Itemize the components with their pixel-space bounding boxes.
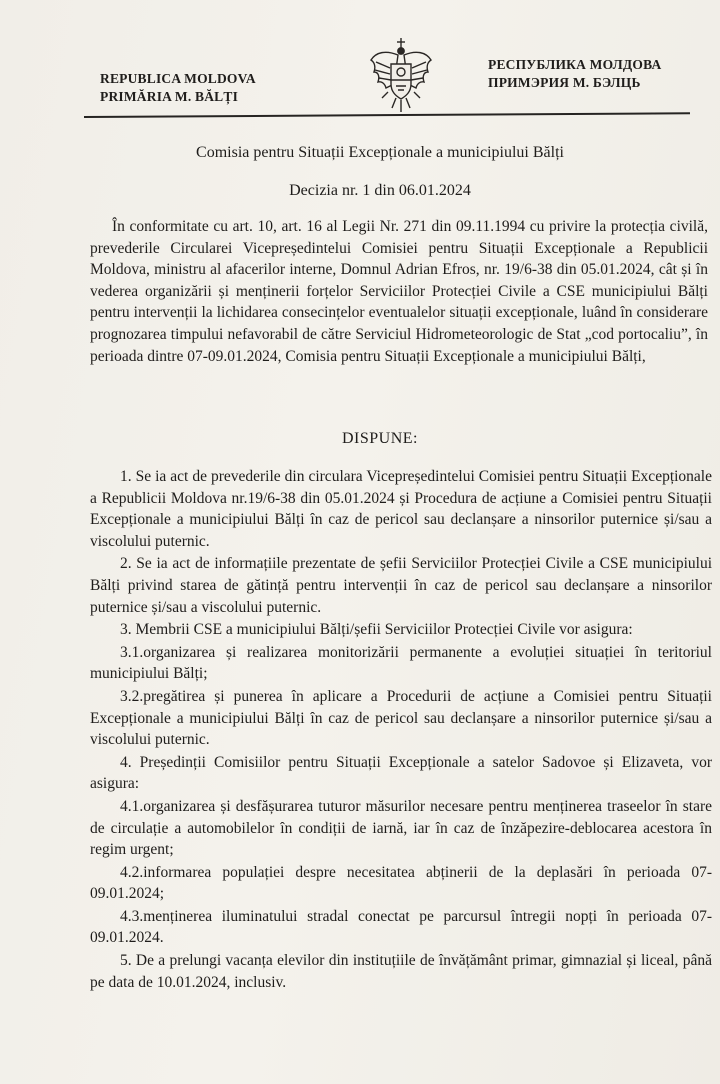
dispune-heading: DISPUNE:: [341, 430, 418, 447]
commission-title: Comisia pentru Situații Excepționale a municipiului Bălți: [196, 144, 564, 161]
decision-subitem: 4.1.organizarea și desfășurarea tuturor măsurilor necesare pentru menținerea traseelor în stare de circulație a automobilelor în condiții de iarnă, iar în caz de înzăpezire-deblocarea acestora în regim urgent;: [90, 797, 712, 859]
header-right-country: РЕСПУБЛИКА МОЛДОВА: [488, 57, 662, 72]
header-right-institution: ПРИМЭРИЯ М. БЭЛЦЬ: [488, 75, 641, 90]
header-left-country: REPUBLICA MOLDOVA: [100, 71, 256, 86]
header-right: [488, 56, 688, 92]
header-left: [100, 70, 280, 106]
decision-item: 4. Președinții Comisiilor pentru Situații Excepționale a satelor Sadovoe și Elizaveta, vor asigura:: [90, 753, 712, 793]
decision-subitem: 3.2.pregătirea și punerea în aplicare a Procedurii de acțiune a Comisiei pentru Situații Excepționale a municipiului Bălți în caz de pericol sau declanșare a ninsorilor puternice și/sau a viscolului puternic.: [90, 687, 712, 749]
decision-item: 2. Se ia act de informațiile prezentate de șefii Serviciilor Protecției Civile a CSE municipiului Bălți privind starea de gătință pentru intervenții în caz de pericol sau declanșare a ninsorilor puternice și/sau a viscolului puternic.: [90, 555, 712, 616]
coat-of-arms-icon: [368, 36, 434, 116]
decision-subitem: 4.3.menținerea iluminatului stradal conectat pe parcursul întregii nopți în perioada 07-09.01.2024.: [90, 907, 712, 947]
decision-subitem: 3.1.organizarea și realizarea monitorizării permanente a evoluției situației în teritoriul municipiului Bălți;: [90, 643, 712, 683]
decision-items: [90, 466, 712, 993]
decision-subitem: 4.2.informarea populației despre necesitatea abținerii de la deplasări în perioada 07-09.01.2024;: [90, 863, 712, 903]
decision-item: 1. Se ia act de prevederile din circulara Vicepreședintelui Comisiei pentru Situații Excepționale a Republicii Moldova nr.19/6-38 din 05.01.2024 și Procedura de acțiune a Comisiei pentru Situații Excepționale a municipiului Bălți în caz de pericol sau declanșare a ninsorilor puternice și/sau a viscolului puternic.: [90, 468, 712, 550]
decision-item: 3. Membrii CSE a municipiului Bălți/șefii Serviciilor Protecției Civile vor asigura:: [120, 621, 633, 639]
decision-title: Decizia nr. 1 din 06.01.2024: [289, 182, 471, 199]
preamble-paragraph: În conformitate cu art. 10, art. 16 al Legii Nr. 271 din 09.11.1994 cu privire la protecția civilă, prevederile Circularei Vicepreședintelui Comisiei pentru Situații Excepționale a Republicii Moldova, ministru al afacerilor interne, Domnul Adrian Efros, nr. 19/6-38 din 05.01.2024, cât și în vederea organizării și menținerii forțelor Serviciilor Protecției Civile a CSE municipiului Bălți pentru intervenții la lichidarea consecințelor eventualelor situații excepționale, luând în considerare prognozarea timpului nefavorabil de către Serviciul Hidrometeorologic de Stat „cod portocaliu”, în perioada dintre 07-09.01.2024, Comisia pentru Situații Excepționale a municipiului Bălți,: [90, 218, 708, 365]
header-left-institution: PRIMĂRIA M. BĂLȚI: [100, 89, 239, 104]
decision-item: 5. De a prelungi vacanța elevilor din instituțiile de învățământ primar, gimnazial și liceal, până pe data de 10.01.2024, inclusiv.: [90, 952, 712, 991]
